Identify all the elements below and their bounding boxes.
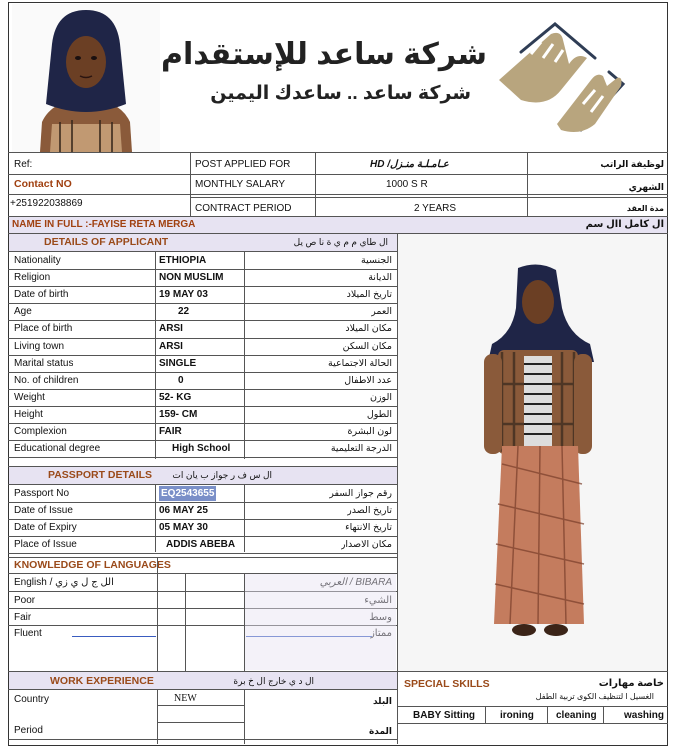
passport-section-title-arabic: ال س ف ر جواز ب يان ات <box>172 470 272 480</box>
height-value: 159- CM <box>159 408 198 420</box>
religion-label: Religion <box>14 272 51 284</box>
row-divider <box>8 389 398 390</box>
skill-cleaning: cleaning <box>556 710 597 721</box>
weight-arabic-label: الوزن <box>369 391 392 403</box>
helping-hands-logo <box>491 14 641 142</box>
date-of-issue-value: 06 MAY 25 <box>159 504 208 516</box>
language-level-poor-arabic: الشيء <box>364 595 392 606</box>
languages-section-title: KNOWLEDGE OF LANGUAGES <box>14 559 171 571</box>
educational-degree-value: High School <box>172 443 231 455</box>
date-of-birth-arabic-label: تاريخ الميلاد <box>346 289 392 301</box>
marital-status-label: Marital status <box>14 357 74 369</box>
place-of-birth-label: Place of birth <box>14 323 73 335</box>
work-country-label: Country <box>14 694 50 705</box>
full-body-photo <box>398 234 667 671</box>
complexion-label: Complexion <box>14 426 67 437</box>
person-headshot-icon <box>12 4 160 152</box>
applicant-section-title-arabic: ال طاي م م ي ة نا ص يل <box>293 237 388 247</box>
contract-period-label: CONTRACT PERIOD <box>195 203 292 214</box>
nationality-label: Nationality <box>14 255 61 266</box>
row-divider <box>8 553 398 554</box>
post-applied-label: POST APPLIED FOR <box>195 159 291 170</box>
marital-status-arabic-label: الحالة الاجتماعية <box>328 357 392 369</box>
post-applied-value: HD /عـامـلـة منـزل <box>370 159 449 170</box>
monthly-salary-label: MONTHLY SALARY <box>195 179 286 190</box>
living-town-label: Living town <box>14 340 65 352</box>
portrait-photo <box>12 4 160 152</box>
person-full-body-icon <box>398 234 667 671</box>
marital-status-value: SINGLE <box>159 357 197 369</box>
age-value: 22 <box>178 306 190 318</box>
date-of-issue-arabic-label: تاريخ الصدر <box>347 504 392 516</box>
place-of-issue-label: Place of Issue <box>14 538 77 550</box>
contact-label: Contact NO <box>14 178 72 190</box>
passport-number-label: Passport No <box>14 487 70 499</box>
date-of-issue-label: Date of Issue <box>14 504 73 516</box>
salary-arabic-label: الشهري <box>628 182 664 192</box>
work-country-value: NEW <box>174 693 197 704</box>
religion-arabic-label: الديانة <box>368 272 392 284</box>
living-town-arabic-label: مكان السكن <box>342 340 392 352</box>
date-of-birth-label: Date of birth <box>14 289 69 301</box>
period-arabic-label: مدة العقد <box>626 204 664 213</box>
weight-label: Weight <box>14 391 45 403</box>
full-name: NAME IN FULL :-FAYISE RETA MERGA <box>12 219 196 230</box>
company-name-arabic: شركة ساعد للإستقدام <box>160 38 487 71</box>
passport-section-title: PASSPORT DETAILS <box>48 469 153 481</box>
skill-ironing: ironing <box>500 710 534 721</box>
educational-degree-label: Educational degree <box>14 443 101 455</box>
passport-number-arabic-label: رقم جواز السفر <box>329 487 392 499</box>
full-name-arabic-label: ال كامل اال سم <box>585 219 664 230</box>
contact-number: +251922038869 <box>10 198 83 209</box>
children-count-value: 0 <box>178 374 184 386</box>
language-level-fluent-arabic: ممتاز <box>369 628 392 639</box>
educational-degree-arabic-label: الدرجة التعليمية <box>330 443 392 455</box>
ref-label: Ref: <box>14 159 33 170</box>
work-period-label: Period <box>14 725 43 736</box>
religion-value: NON MUSLIM <box>159 272 224 284</box>
row-divider <box>8 406 398 407</box>
monthly-salary-value: 1000 S R <box>386 179 428 190</box>
company-tagline-arabic: شركة ساعد .. ساعدك اليمين <box>210 83 471 104</box>
date-of-expiry-value: 05 MAY 30 <box>159 521 208 533</box>
row-divider <box>8 303 398 304</box>
complexion-arabic-label: لون البشرة <box>347 426 392 437</box>
language-level-poor: Poor <box>14 595 36 606</box>
age-arabic-label: العمر <box>371 306 392 318</box>
special-skills-title: SPECIAL SKILLS <box>404 678 490 690</box>
place-of-issue-value: ADDIS ABEBA <box>166 538 236 550</box>
language-level-fair-arabic: وسط <box>369 612 392 623</box>
height-arabic-label: الطول <box>366 408 392 420</box>
work-country-arabic: البلد <box>372 696 392 706</box>
date-of-expiry-arabic-label: تاريخ الانتهاء <box>345 521 392 533</box>
skill-baby-sitting: BABY Sitting <box>413 710 476 721</box>
work-period-arabic: المدة <box>368 726 392 736</box>
place-of-birth-value: ARSI <box>159 323 183 335</box>
children-count-label: No. of children <box>14 374 79 386</box>
special-skills-title-arabic: خاصة مهارات <box>598 678 664 689</box>
children-count-arabic-label: عدد الاطفال <box>344 374 392 386</box>
row-divider <box>8 457 398 458</box>
arabic-language-label: BIBARA / العربي <box>319 577 392 588</box>
work-experience-title: WORK EXPERIENCE <box>50 675 154 687</box>
special-skills-arabic-items: الغسيل ا لتنظيف الكوى تربية الطفل <box>535 692 654 701</box>
place-of-birth-arabic-label: مكان الميلاد <box>345 323 392 335</box>
weight-value: 52- KG <box>159 391 192 403</box>
languages-empty-area <box>245 574 396 670</box>
living-town-value: ARSI <box>159 340 183 352</box>
work-experience-title-arabic: ال د ي خارج ال خ برة <box>233 676 314 686</box>
nationality-value: ETHIOPIA <box>159 255 207 266</box>
nationality-arabic-label: الجنسية <box>361 255 392 266</box>
date-of-expiry-label: Date of Expiry <box>14 521 77 533</box>
height-label: Height <box>14 408 43 420</box>
contract-period-value: 2 YEARS <box>414 203 457 214</box>
age-label: Age <box>14 306 32 318</box>
complexion-value: FAIR <box>159 426 182 437</box>
skill-washing: washing <box>624 710 665 721</box>
language-level-fair: Fair <box>14 612 32 623</box>
row-divider <box>8 338 398 339</box>
applicant-section-title: DETAILS OF APPLICANT <box>44 236 169 248</box>
post-arabic-label: لوظيفة الراتب <box>600 159 664 169</box>
place-of-issue-arabic-label: مكان الاصدار <box>340 538 392 550</box>
passport-number-value: EQ2543655 <box>161 487 215 499</box>
language-level-fluent: Fluent <box>14 628 42 639</box>
date-of-birth-value: 19 MAY 03 <box>159 289 208 301</box>
company-header <box>161 4 667 152</box>
english-language-label: English / الل ج ل ي زي <box>14 577 114 588</box>
